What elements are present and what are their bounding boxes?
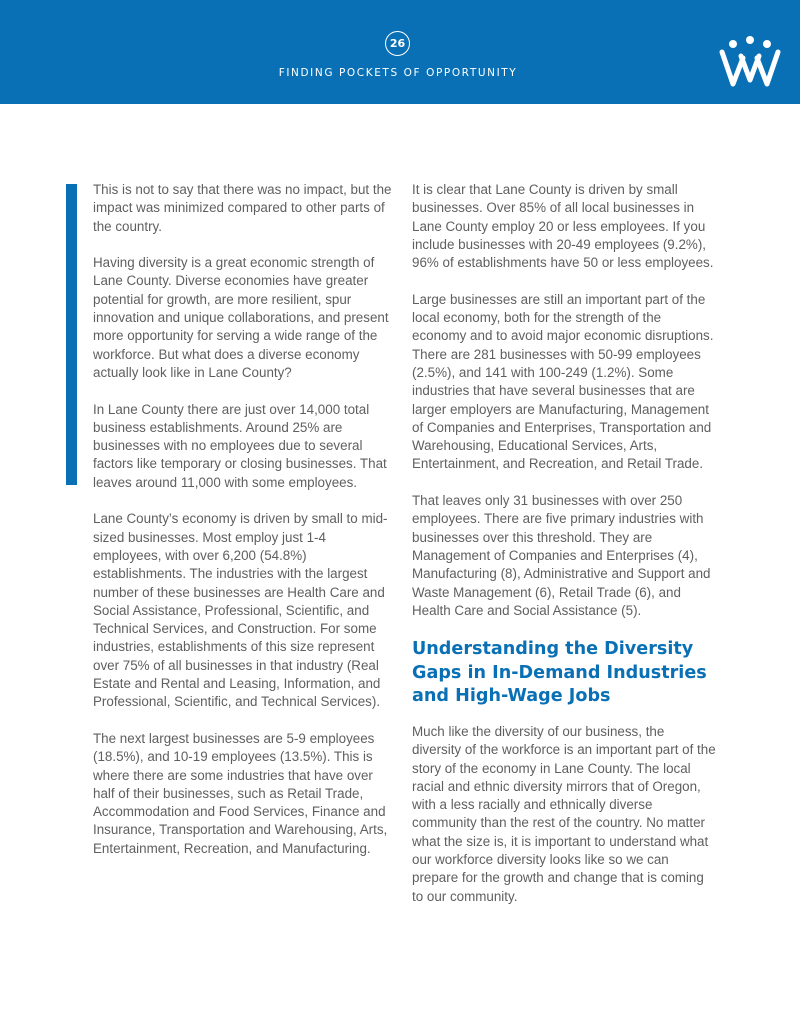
paragraph: It is clear that Lane County is driven by small businesses. Over 85% of all local businesses in Lane County employ 20 or less employees. If you include businesses with 20-49 employees (9.2%), 96% of establishments have 50 or less employees. <box>412 182 714 271</box>
people-logo-icon <box>718 36 782 88</box>
header-title: FINDING POCKETS OF OPPORTUNITY <box>278 67 518 79</box>
paragraph: Having diversity is a great economic strength of Lane County. Diverse economies have greater potential for growth, are more resilient, spur innovation and unique collaborations, and present more opportunity for serving a wide range of the workforce. But what does a diverse economy actually look like in Lane County? <box>93 255 389 380</box>
paragraph: Large businesses are still an important part of the local economy, both for the strength of the economy and to avoid major economic disruptions. There are 281 businesses with 50-99 employees (2.5%), and 141 with 100-249 (1.2%). Some industries that have several businesses that are larger employers are Manufacturing, Management of Companies and Enterprises, Transportation and Warehousing, Educational Services, Arts, Entertainment, and Recreation, and Retail Trade. <box>412 291 714 472</box>
paragraph: That leaves only 31 businesses with over 250 employees. There are five primary industries with businesses over this threshold. They are Management of Companies and Enterprises (4), Manufacturing (8), Administrative and Support and Waste Management (6), Retail Trade (6), and Health Care and Social Assistance (5). <box>412 493 711 618</box>
paragraph: In Lane County there are just over 14,000 total business establishments. Around 25% are businesses with no employees due to several factors like temporary or closing businesses. That leaves around 11,000 with some employees. <box>93 401 387 490</box>
left-column <box>93 181 398 876</box>
accent-bar <box>66 184 77 485</box>
page-number: 26 <box>385 31 410 56</box>
paragraph: This is not to say that there was no impact, but the impact was minimized compared to other parts of the country. <box>93 182 392 234</box>
paragraph: The next largest businesses are 5-9 employees (18.5%), and 10-19 employees (13.5%). This is where there are some industries that have over half of their businesses, such as Retail Trade, Accommodation and Food Services, Finance and Insurance, Transportation and Warehousing, Arts, Entertainment, Recreation, and Manufacturing. <box>93 730 388 856</box>
paragraph: Lane County’s economy is driven by small to mid-sized businesses. Most employ just 1-4 employees, with over 6,200 (54.8%) establishments. The industries with the largest number of these businesses are Health Care and Social Assistance, Professional, Scientific, and Technical Services, and Construction. For some industries, establishments of this size represent over 75% of all businesses in that industry (Real Estate and Rental and Leasing, Information, and Professional, Scientific, and Technical Services). <box>93 511 388 710</box>
section-heading: Understanding the Diversity Gaps in In-Demand Industries and High-Wage Jobs <box>412 639 707 707</box>
page-header <box>0 0 800 104</box>
right-column <box>412 181 717 924</box>
paragraph: Much like the diversity of our business, the diversity of the workforce is an important part of the story of the economy in Lane County. The local racial and ethnic diversity mirrors that of Oregon, with a less racially and ethnically diverse community than the rest of the country. No matter what the size is, it is important to understand what our workforce diversity looks like so we can prepare for the growth and change that is coming to our community. <box>412 723 716 904</box>
